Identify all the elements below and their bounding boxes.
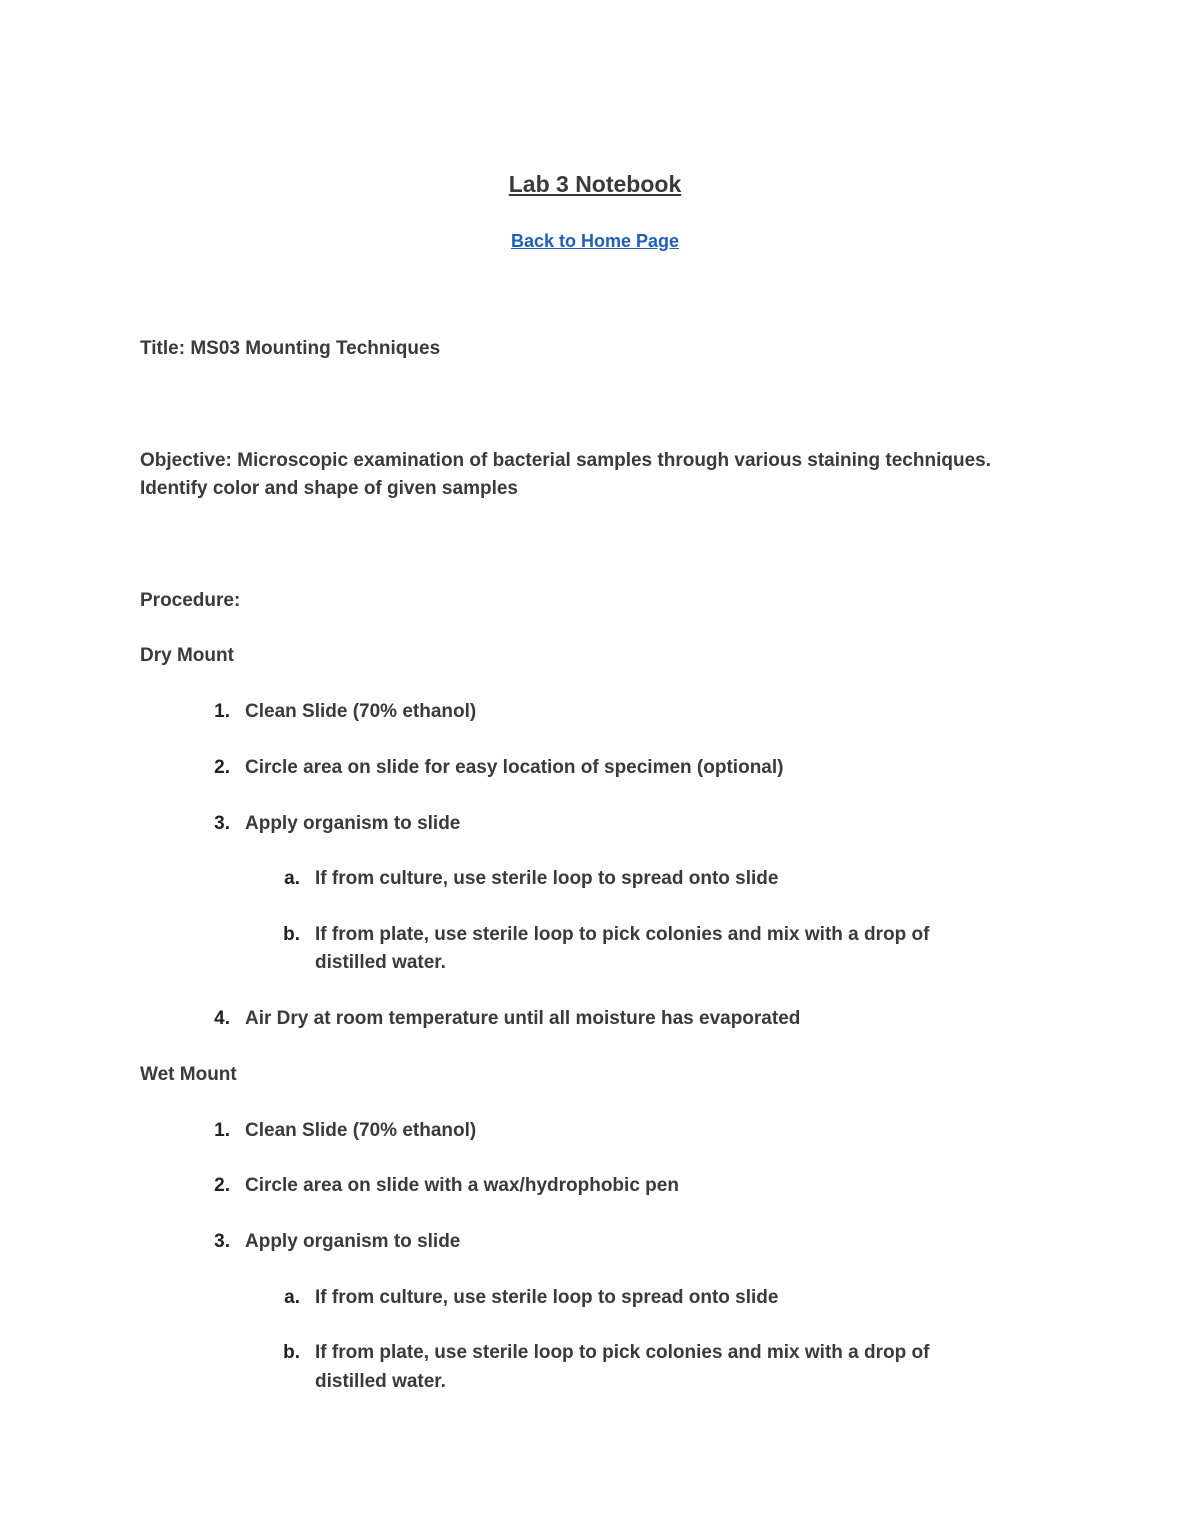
list-item-text: Apply organism to slide [245, 1231, 461, 1252]
dry-mount-heading: Dry Mount [140, 645, 234, 666]
objective-line-2: Identify color and shape of given samples [140, 478, 518, 499]
list-item-text: Air Dry at room temperature until all moisture has evaporated [245, 1008, 801, 1029]
list-marker: a. [284, 1287, 300, 1308]
list-item-text: Circle area on slide for easy location of specimen (optional) [245, 757, 784, 778]
list-marker: b. [283, 924, 300, 945]
home-link-container [0, 230, 1190, 252]
list-marker: 2. [214, 757, 230, 778]
objective-line-1: Objective: Microscopic examination of bacterial samples through various staining techniques. [140, 450, 991, 471]
list-marker: a. [284, 868, 300, 889]
list-marker: 3. [214, 1231, 230, 1252]
list-item-text: If from plate, use sterile loop to pick colonies and mix with a drop of [315, 1342, 930, 1363]
procedure-label: Procedure: [140, 590, 241, 611]
list-marker: 1. [214, 1120, 230, 1141]
page-title: Lab 3 Notebook [508, 171, 682, 197]
list-marker: 2. [214, 1175, 230, 1196]
list-item-text: If from plate, use sterile loop to pick colonies and mix with a drop of [315, 924, 930, 945]
wet-mount-heading: Wet Mount [140, 1064, 237, 1085]
back-to-home-link[interactable]: Back to Home Page [510, 231, 680, 251]
list-marker: 4. [214, 1008, 230, 1029]
list-item-text: If from culture, use sterile loop to spread onto slide [315, 868, 779, 889]
list-item-text: distilled water. [315, 952, 446, 973]
list-item-text: Clean Slide (70% ethanol) [245, 701, 477, 722]
list-item-text: Clean Slide (70% ethanol) [245, 1120, 477, 1141]
list-marker: 3. [214, 813, 230, 834]
list-item-text: Apply organism to slide [245, 813, 461, 834]
list-marker: b. [283, 1342, 300, 1363]
list-item-text: Circle area on slide with a wax/hydrophobic pen [245, 1175, 679, 1196]
list-item-text: distilled water. [315, 1371, 446, 1392]
list-marker: 1. [214, 701, 230, 722]
lab-title: Title: MS03 Mounting Techniques [140, 338, 441, 359]
list-item-text: If from culture, use sterile loop to spread onto slide [315, 1287, 779, 1308]
